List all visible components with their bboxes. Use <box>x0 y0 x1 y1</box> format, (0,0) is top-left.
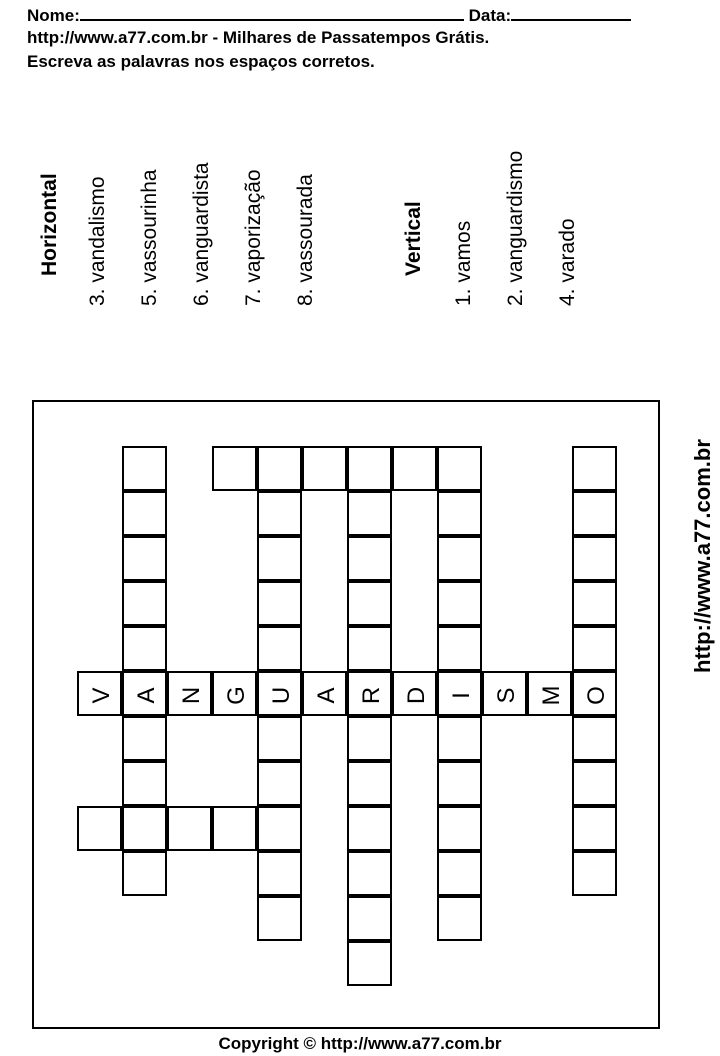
crossword-cell[interactable] <box>347 761 392 806</box>
crossword-cell[interactable] <box>437 671 482 716</box>
crossword-cell[interactable] <box>257 446 302 491</box>
crossword-cell[interactable] <box>437 761 482 806</box>
crossword-cell[interactable] <box>572 716 617 761</box>
date-label: Data: <box>468 6 512 25</box>
horizontal-clues-title: Horizontal <box>38 173 61 276</box>
crossword-cell[interactable] <box>347 671 392 716</box>
crossword-cell[interactable] <box>572 491 617 536</box>
crossword-cell[interactable] <box>77 671 122 716</box>
crossword-cell[interactable] <box>122 761 167 806</box>
crossword-cell[interactable] <box>572 581 617 626</box>
crossword-cell[interactable] <box>257 896 302 941</box>
horizontal-clue: 6. vanguardista <box>190 162 213 306</box>
cell-letter: R <box>357 686 385 705</box>
crossword-cell[interactable] <box>572 536 617 581</box>
copyright: Copyright © http://www.a77.com.br <box>218 1034 502 1053</box>
cell-letter: A <box>132 687 160 704</box>
crossword-cell[interactable] <box>437 716 482 761</box>
crossword-cell[interactable] <box>572 626 617 671</box>
cell-letter: U <box>267 686 295 705</box>
crossword-cell[interactable] <box>437 626 482 671</box>
horizontal-clue: 7. vaporização <box>242 169 265 306</box>
crossword-cell[interactable] <box>347 446 392 491</box>
crossword-cell[interactable] <box>347 851 392 896</box>
crossword-cell[interactable] <box>437 446 482 491</box>
crossword-cell[interactable] <box>572 851 617 896</box>
instruction-text: Escreva as palavras nos espaços corretos. <box>27 52 375 71</box>
crossword-cell[interactable] <box>257 761 302 806</box>
crossword-cell[interactable] <box>527 671 572 716</box>
cell-letter: A <box>312 687 340 704</box>
crossword-cell[interactable] <box>302 446 347 491</box>
crossword-cell[interactable] <box>167 806 212 851</box>
crossword-cell[interactable] <box>122 716 167 761</box>
crossword-cell[interactable] <box>212 806 257 851</box>
crossword-cell[interactable] <box>122 581 167 626</box>
crossword-cell[interactable] <box>437 806 482 851</box>
crossword-cell[interactable] <box>257 851 302 896</box>
crossword-cell[interactable] <box>212 671 257 716</box>
crossword-cell[interactable] <box>257 626 302 671</box>
crossword-cell[interactable] <box>122 626 167 671</box>
crossword-cell[interactable] <box>347 491 392 536</box>
crossword-cell[interactable] <box>122 491 167 536</box>
crossword-cell[interactable] <box>392 671 437 716</box>
crossword-cell[interactable] <box>572 671 617 716</box>
cell-letter: V <box>87 687 115 704</box>
crossword-cell[interactable] <box>572 761 617 806</box>
cell-letter: S <box>492 687 520 704</box>
horizontal-clue: 3. vandalismo <box>86 176 109 306</box>
crossword-cell[interactable] <box>167 671 212 716</box>
crossword-cell[interactable] <box>482 671 527 716</box>
vertical-clue: 1. vamos <box>452 220 475 306</box>
crossword-cell[interactable] <box>257 536 302 581</box>
crossword-cell[interactable] <box>347 896 392 941</box>
vertical-clue: 4. varado <box>556 218 579 306</box>
site-line: http://www.a77.com.br - Milhares de Passatempos Grátis. <box>27 28 490 47</box>
crossword-cell[interactable] <box>572 806 617 851</box>
crossword-cell[interactable] <box>347 716 392 761</box>
vertical-clue: 2. vanguardismo <box>504 150 527 306</box>
crossword-cell[interactable] <box>347 536 392 581</box>
crossword-cell[interactable] <box>122 446 167 491</box>
cell-letter: G <box>222 686 250 705</box>
crossword-cell[interactable] <box>437 581 482 626</box>
crossword-cell[interactable] <box>122 851 167 896</box>
crossword-cell[interactable] <box>347 806 392 851</box>
crossword-cell[interactable] <box>347 626 392 671</box>
crossword-cell[interactable] <box>257 716 302 761</box>
crossword-cell[interactable] <box>122 536 167 581</box>
side-url: http://www.a77.com.br <box>690 439 715 673</box>
crossword-cell[interactable] <box>437 896 482 941</box>
crossword-cell[interactable] <box>257 671 302 716</box>
cell-letter: M <box>537 685 565 706</box>
cell-letter: N <box>177 686 205 705</box>
crossword-cell[interactable] <box>122 671 167 716</box>
crossword-cell[interactable] <box>437 851 482 896</box>
vertical-clues-title: Vertical <box>402 201 425 276</box>
crossword-cell[interactable] <box>437 491 482 536</box>
crossword-cell[interactable] <box>257 581 302 626</box>
cell-letter: D <box>402 686 430 705</box>
name-label: Nome: <box>27 6 80 25</box>
horizontal-clue: 8. vassourada <box>294 174 317 306</box>
crossword-cell[interactable] <box>347 581 392 626</box>
crossword-cell[interactable] <box>257 806 302 851</box>
crossword-cell[interactable] <box>257 491 302 536</box>
crossword-cell[interactable] <box>212 446 257 491</box>
cell-letter: I <box>447 692 475 699</box>
crossword-cell[interactable] <box>347 941 392 986</box>
crossword-cell[interactable] <box>122 806 167 851</box>
crossword-cell[interactable] <box>572 446 617 491</box>
horizontal-clue: 5. vassourinha <box>138 169 161 306</box>
crossword-cell[interactable] <box>77 806 122 851</box>
crossword-cell[interactable] <box>437 536 482 581</box>
crossword-cell[interactable] <box>302 671 347 716</box>
cell-letter: O <box>582 686 610 705</box>
crossword-cell[interactable] <box>392 446 437 491</box>
